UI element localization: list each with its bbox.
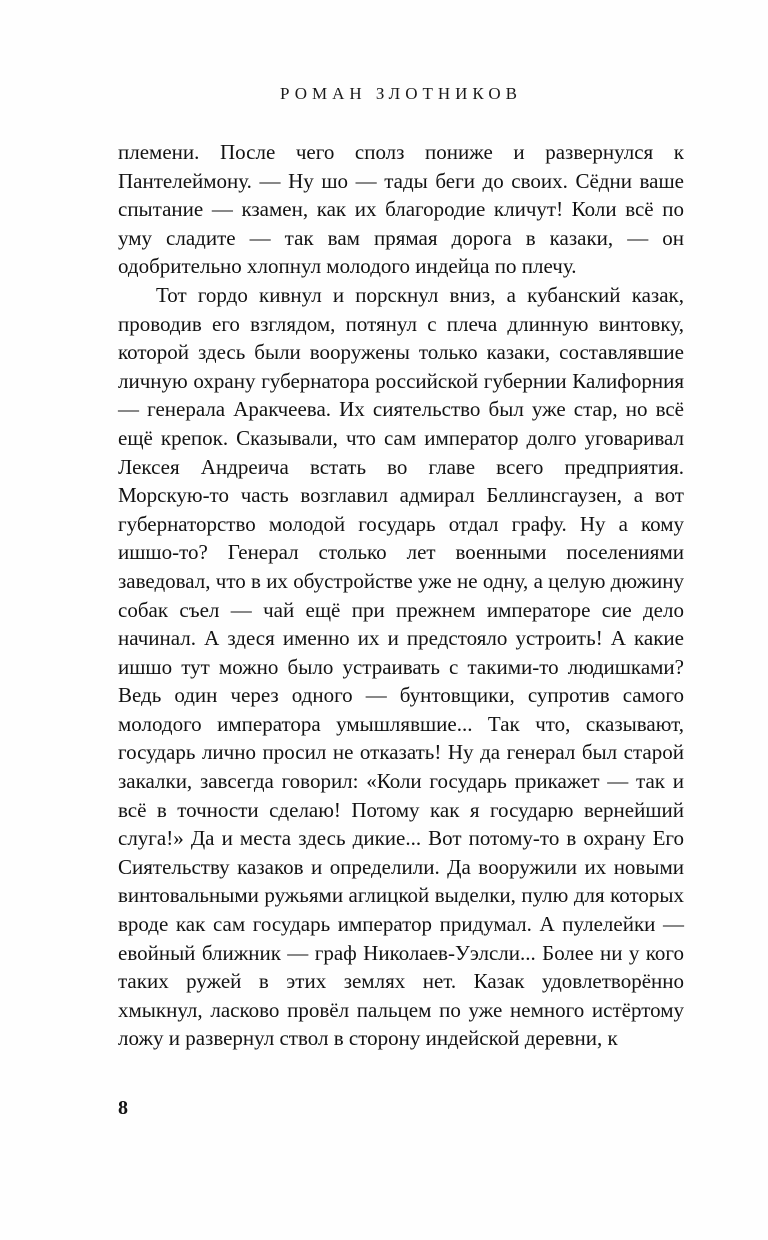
running-head: РОМАН ЗЛОТНИКОВ xyxy=(280,84,522,103)
body-text xyxy=(118,138,684,1053)
paragraph: племени. После чего сполз пониже и развернулся к Пантелеймону. — Ну шо — тады беги до своих. Сёдни ваше спытание — кзамен, как их благородие кличут! Коли всё по уму сладите — так вам прямая дорога в казаки, — он одобрительно хлопнул молодого индейца по плечу. xyxy=(118,140,684,279)
paragraph: Тот гордо кивнул и порскнул вниз, а кубанский казак, проводив его взглядом, потянул с плеча длинную винтовку, которой здесь были вооружены только казаки, составлявшие личную охрану губернатора российской губернии Калифорния — генерала Аракчеева. Их сиятельство был уже стар, но всё ещё крепок. Сказывали, что сам император долго уговаривал Лексея Андреича встать во главе всего предприятия. Морскую-то часть возглавил адмирал Беллинсгаузен, а вот губернаторство молодой государь отдал графу. Ну а кому ишшо-то? Генерал столько лет военными поселениями заведовал, что в их обустройстве уже не одну, а целую дюжину собак съел — чай ещё при прежнем императоре сие дело начинал. А здеся именно их и предстояло устроить! А какие ишшо тут можно было устраивать с такими-то людишками? Ведь один через одного — бунтовщики, супротив самого молодого императора умышлявшие... Так что, сказывают, государь лично просил не отказать! Ну да генерал был старой закалки, завсегда говорил: «Коли государь прикажет — так и всё в точности сделаю! Потому как я государю вернейший слуга!» Да и места здесь дикие... Вот потому-то в охрану Его Сиятельству казаков и определили. Да вооружили их новыми винтовальными ружьями аглицкой выделки, пулю для которых вроде как сам государь император придумал. А пулелейки — евойный ближник — граф Николаев-Уэлсли... Более ни у кого таких ружей в этих землях нет. Казак удовлетворённо хмыкнул, ласково провёл пальцем по уже немного истёртому ложу и развернул ствол в сторону индейской деревни, к xyxy=(118,282,684,1051)
page-number: 8 xyxy=(118,1097,128,1119)
